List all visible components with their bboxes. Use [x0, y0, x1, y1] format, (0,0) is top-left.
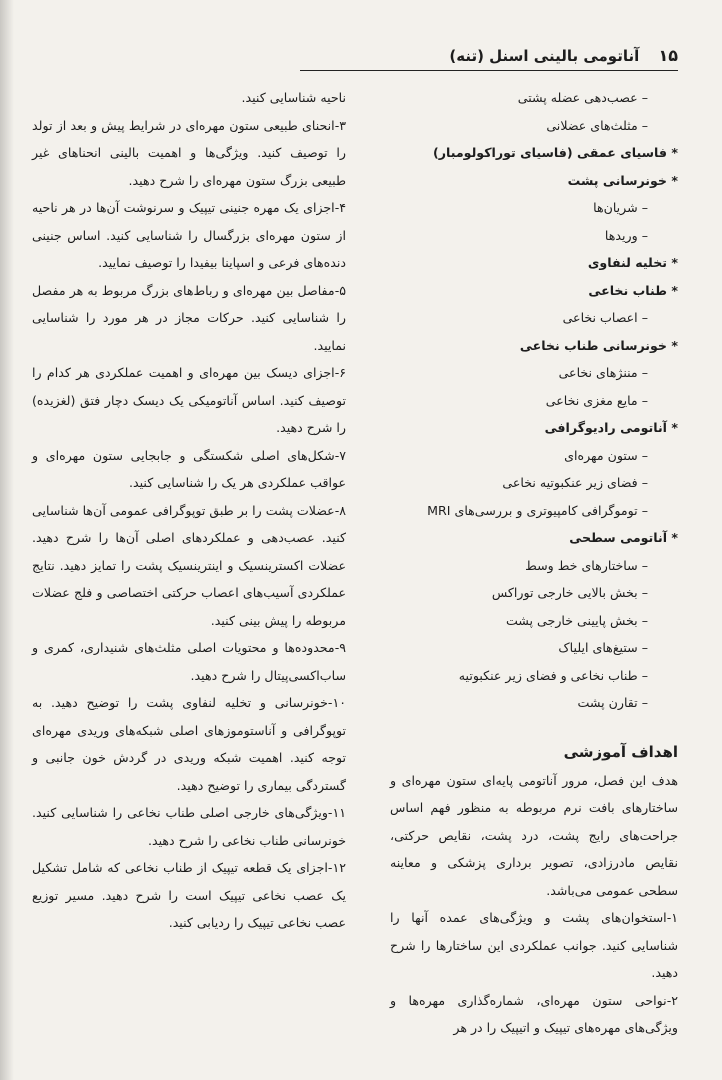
outline-subitem: – بخش بالایی خارجی توراکس — [390, 579, 678, 607]
objective-item — [390, 987, 678, 1042]
page-number: ۱۵ — [658, 46, 678, 65]
objective-text: استخوان‌های پشت و ویژگی‌های عمده آنها را شناسایی کنید. جوانب عملکردی این ساختارها را شرح دهید. — [390, 910, 678, 980]
objective-number: ۱۲- — [327, 860, 346, 875]
objective-item — [32, 194, 346, 277]
objective-text: اجزای یک مهره جنینی تیپیک و سرنوشت آن‌ها در هر ناحیه از ستون مهره‌ای بزرگسال را شناسایی کنید. اساس جنینی دنده‌های فرعی و اسپاینا بیفیدا را توصیف نمایید. — [32, 200, 346, 270]
objective-item — [390, 904, 678, 987]
objective-number: ۵- — [334, 282, 346, 298]
objectives-heading: اهداف آموزشی — [563, 742, 678, 761]
outline-subitem: – طناب نخاعی و فضای زیر عنکبوتیه — [390, 662, 678, 690]
outline-subitem: – ساختارهای خط وسط — [390, 552, 678, 580]
objective-number: ۶- — [334, 365, 346, 380]
outline-subitem: – وریدها — [390, 222, 678, 250]
outline-subitem: – شریان‌ها — [390, 194, 678, 222]
chapter-outline — [390, 84, 678, 717]
objective-text: عضلات پشت را بر طبق توپوگرافی عمومی آن‌ها شناسایی کنید. عصب‌دهی و عملکردهای اصلی آن‌ها را شرح دهید. عضلات اکسترینسیک و اینترینسیک پشت را تمایز دهید. نتایج عملکردی آسیب‌های اعصاب حرکتی اختصاصی و فلج عضلات مربوطه را پیش بینی کنید. — [32, 502, 346, 628]
objective-item — [32, 359, 346, 442]
objective-number: ۱۰- — [327, 695, 346, 710]
objective-text: ویژگی‌های خارجی اصلی طناب نخاعی را شناسایی کنید. خونرسانی طناب نخاعی را شرح دهید. — [32, 805, 346, 848]
outline-subitem: – تقارن پشت — [390, 689, 678, 717]
objective-number: ۳- — [334, 117, 346, 133]
outline-heading: * فاسیای عمقی (فاسیای توراکولومبار) — [390, 139, 678, 167]
outline-subitem: – مایع مغزی نخاعی — [390, 387, 678, 415]
objective-text: انحنای طبیعی ستون مهره‌ای در شرایط پیش و بعد از تولد را توصیف کنید. ویژگی‌ها و اهمیت بالینی انحناهای غیر طبیعی بزرگ ستون مهره‌ای را شرح دهید. — [32, 117, 346, 188]
objective-text: اجزای دیسک بین مهره‌ای و اهمیت عملکردی هر کدام را توصیف کنید. اساس آناتومیکی یک دیسک دچار فتق (لغزیده) را شرح دهید. — [32, 365, 346, 435]
outline-subitem: – مثلث‌های عضلانی — [390, 112, 678, 140]
outline-subitem: – فضای زیر عنکبوتیه نخاعی — [390, 469, 678, 497]
objective-text: خونرسانی و تخلیه لنفاوی پشت را توضیح دهید. به توپوگرافی و آناستوموزهای اصلی شبکه‌های وریدی مهره‌ای توجه کنید. اهمیت شبکه وریدی در گردش خون جانبی و گستردگی بیماری را توضیح دهید. — [32, 695, 346, 793]
objective-item — [32, 442, 346, 497]
objective-number: ۸- — [334, 502, 346, 518]
outline-subitem: – توموگرافی کامپیوتری و بررسی‌های MRI — [390, 497, 678, 525]
objective-item — [32, 689, 346, 799]
outline-heading: * خونرسانی طناب نخاعی — [390, 332, 678, 360]
objective-text: محدوده‌ها و محتویات اصلی مثلث‌های شنیداری، کمری و ساب‌اکسی‌پیتال را شرح دهید. — [32, 640, 346, 683]
objective-item — [32, 277, 346, 360]
objective-text: نواحی ستون مهره‌ای، شماره‌گذاری مهره‌ها و ویژگی‌های مهره‌های تیپیک و اتیپیک را در هر — [390, 992, 678, 1035]
objective-text: مفاصل بین مهره‌ای و رباط‌های بزرگ مربوط به هر مفصل را شناسایی کنید. حرکات مجاز در هر مورد را شناسایی نمایید. — [32, 282, 346, 353]
outline-heading: * خونرسانی پشت — [390, 167, 678, 195]
running-title: آناتومی بالینی اسنل (تنه) — [449, 47, 640, 65]
objectives-list-right — [390, 904, 678, 1042]
outline-subitem: – اعصاب نخاعی — [390, 304, 678, 332]
objective-text: شکل‌های اصلی شکستگی و جابجایی ستون مهره‌ای و عواقب عملکردی هر یک را شناسایی کنید. — [32, 447, 346, 490]
outline-heading: * آناتومی سطحی — [390, 524, 678, 552]
objective-number: ۱- — [666, 910, 678, 925]
outline-heading: * آناتومی رادیوگرافی — [390, 414, 678, 442]
objectives-list-left — [32, 112, 346, 937]
outline-heading: * تخلیه لنفاوی — [390, 249, 678, 277]
right-column — [390, 84, 678, 1042]
running-header — [300, 44, 678, 71]
outline-heading: * طناب نخاعی — [390, 277, 678, 305]
objective-number: ۲- — [666, 992, 678, 1008]
objective-item — [32, 112, 346, 195]
objective-item — [32, 854, 346, 937]
outline-subitem: – عصب‌دهی عضله پشتی — [390, 84, 678, 112]
objective-continuation: ناحیه شناسایی کنید. — [241, 90, 346, 105]
left-column — [32, 84, 346, 937]
outline-subitem: – ستیغ‌های ایلیاک — [390, 634, 678, 662]
objective-number: ۹- — [334, 640, 346, 655]
outline-subitem: – ستون مهره‌ای — [390, 442, 678, 470]
objective-number: ۴- — [334, 200, 346, 215]
objective-item — [32, 497, 346, 635]
objective-item — [32, 799, 346, 854]
outline-subitem: – بخش پایینی خارجی پشت — [390, 607, 678, 635]
objective-text: اجزای یک قطعه تیپیک از طناب نخاعی که شامل تشکیل یک عصب نخاعی تیپیک است را شرح دهید. مسیر توزیع عصب نخاعی تیپیک را ردیابی کنید. — [32, 860, 346, 930]
objective-number: ۷- — [334, 447, 346, 463]
outline-subitem: – مننژهای نخاعی — [390, 359, 678, 387]
objective-number: ۱۱- — [327, 805, 346, 820]
objective-item — [32, 634, 346, 689]
objectives-intro: هدف این فصل، مرور آناتومی پایه‌ای ستون مهره‌ای و ساختارهای بافت نرم مربوطه به منظور فهم اساس جراحت‌های رایج پشت، درد پشت، نقایص حرکتی، نقایص مادرزادی، تصویر برداری پزشکی و معاینه سطحی عمومی می‌باشد. — [390, 772, 678, 898]
